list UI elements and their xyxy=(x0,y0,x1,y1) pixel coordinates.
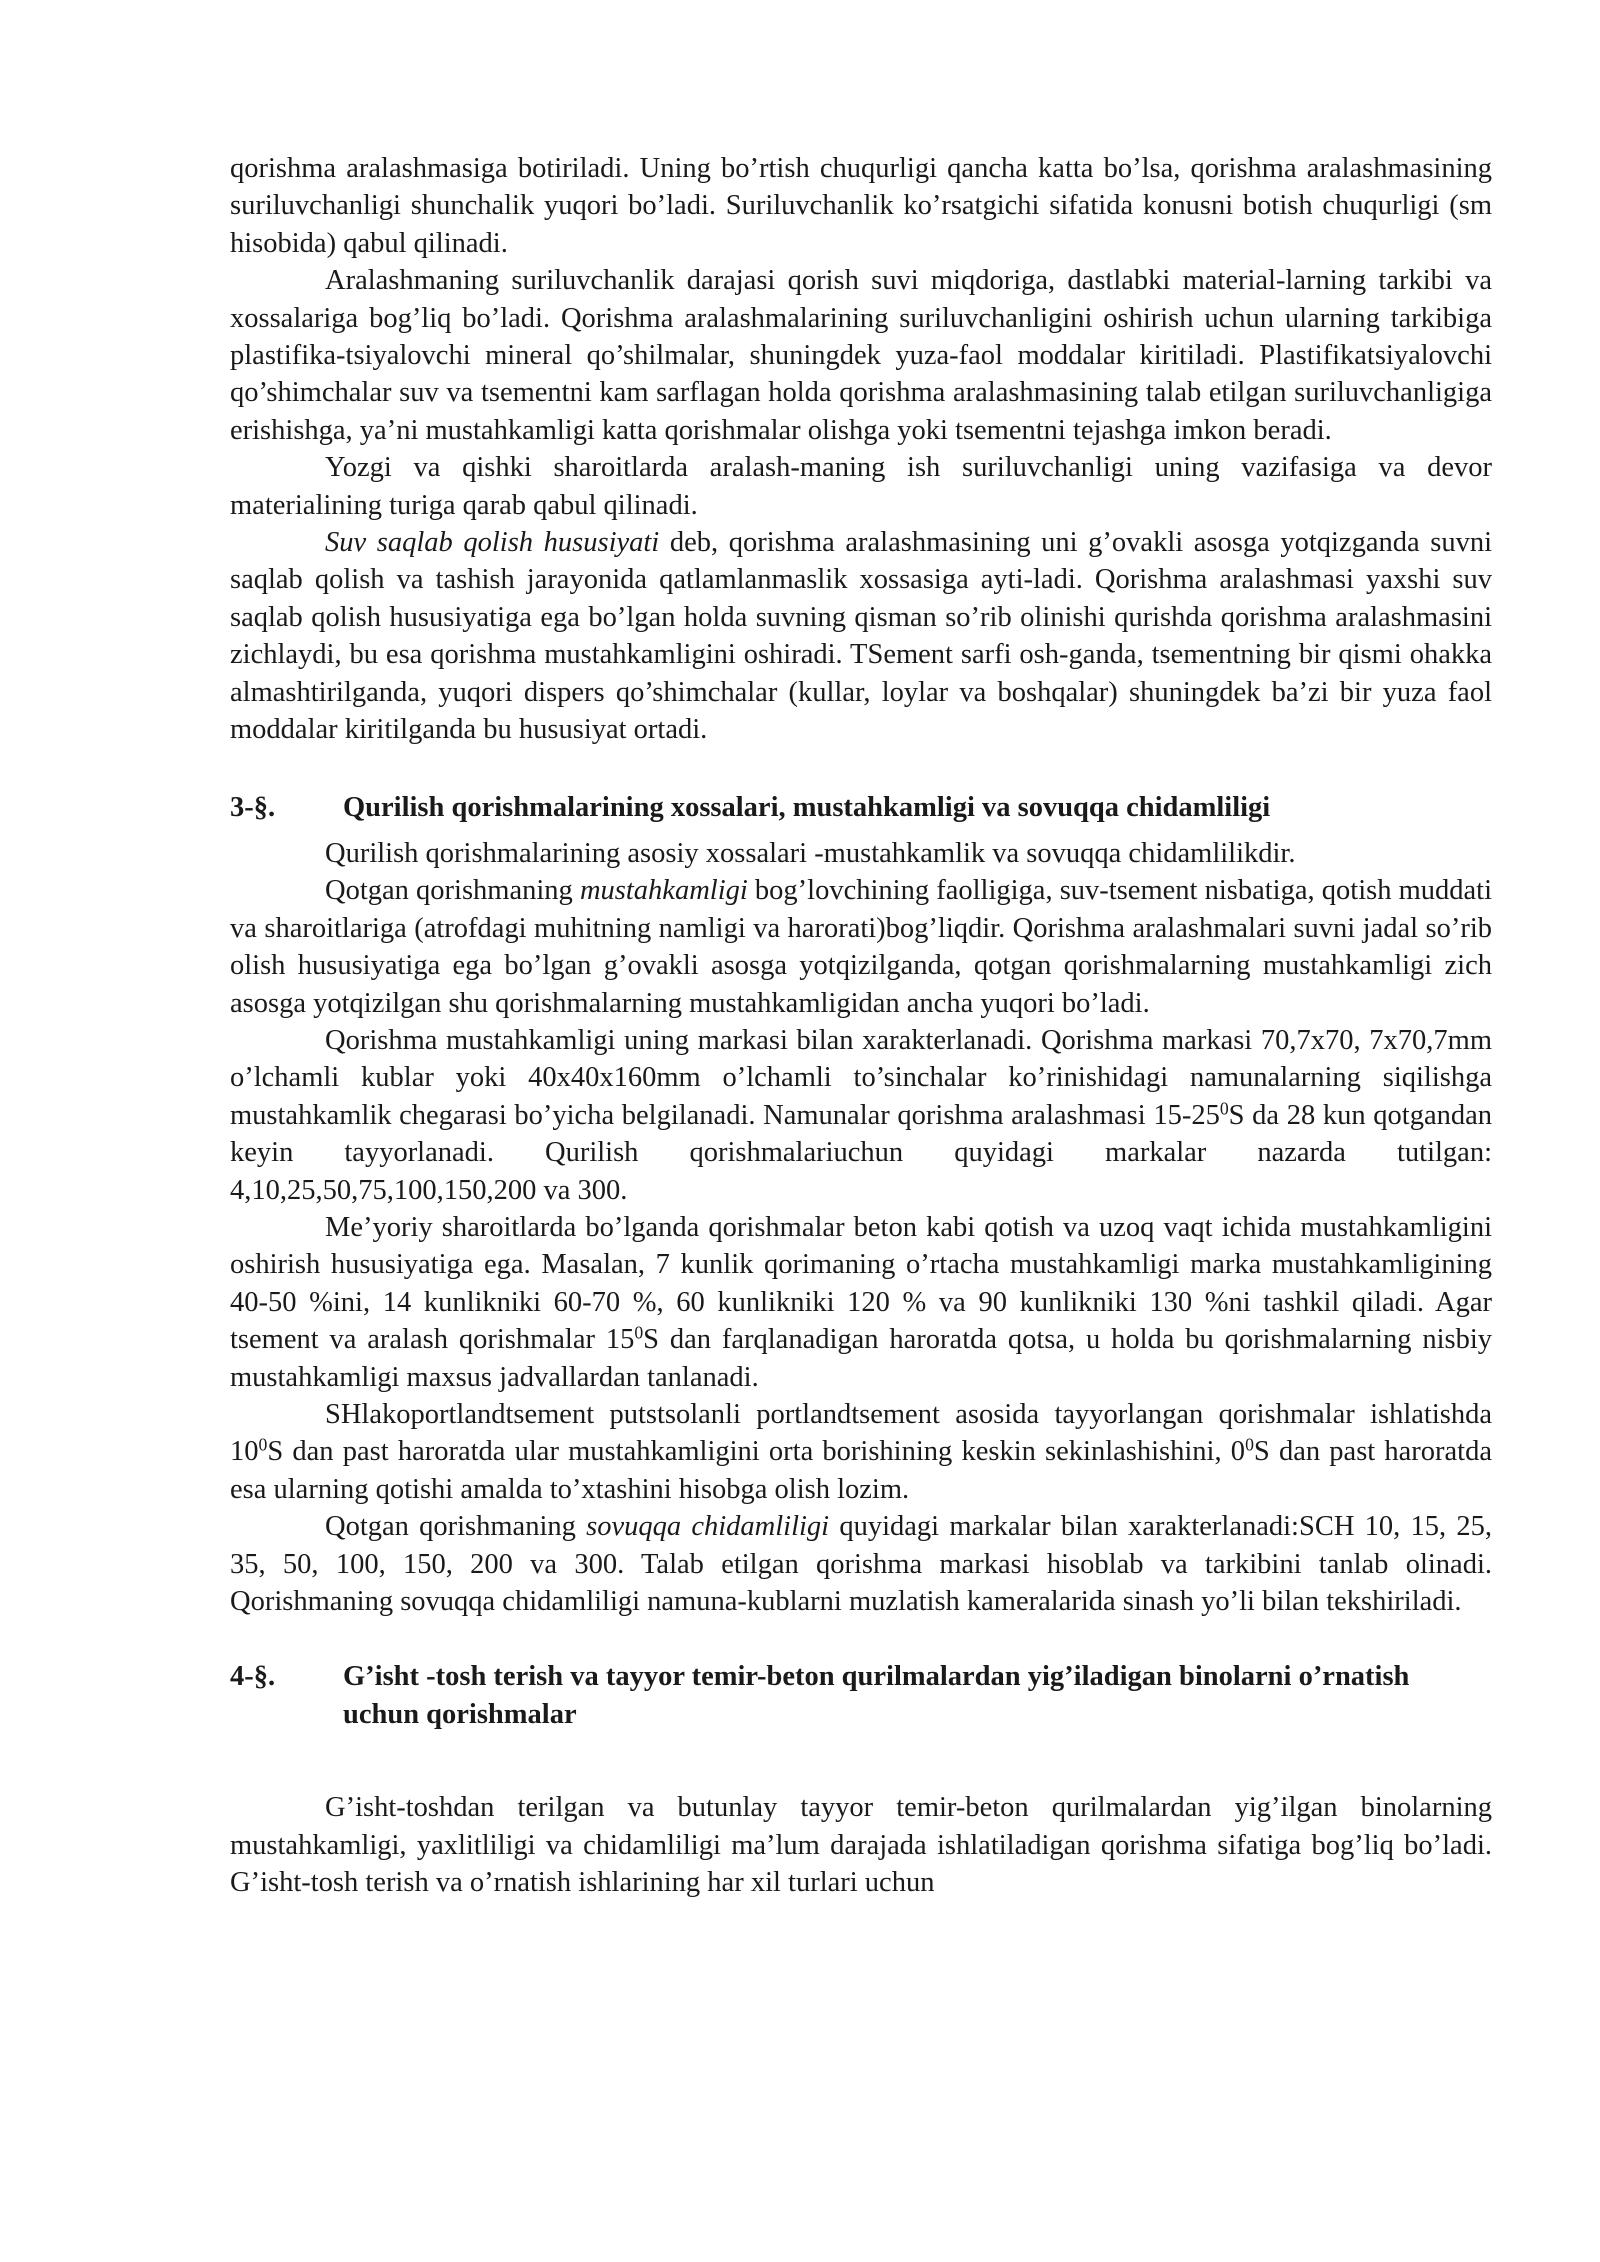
section-title: Qurilish qorishmalarining xossalari, mustahkamligi va sovuqqa chidamliligi xyxy=(343,791,1271,823)
section-heading-3 xyxy=(230,789,1492,826)
text-run: Qotgan qorishmaning xyxy=(325,875,580,907)
section-number: 3-§. xyxy=(230,791,276,823)
text-run: bog’lovchining faolligiga, suv-tsement nisbatiga, qotish muddati va sharoitlariga (atrofdagi muhitning namligi va harorati)bog’liqdir. Qorishma aralashmalari suvni jadal so’rib olish hususiyatiga ega bo’lgan g’ovakli asosga yotqizilganda, qotgan qorishmalarning mustahkamligi zich asosga yotqizilgan shu qorishmalarning mustahkamligidan ancha yuqori bo’ladi. xyxy=(230,875,1493,1019)
paragraph-workability: Aralashmaning suriluvchanlik darajasi qorish suvi miqdoriga, dastlabki material-larning tarkibi va xossalariga bog’liq bo’ladi. Qorishma aralashmalarining suriluvchanligini oshirish uchun ularning tarkibiga plastifika-tsiyalovchi mineral qo’shilmalar, shuningdek yuza-faol moddalar kiritiladi. Plastifikatsiyalovchi qo’shimchalar suv va tsementni kam sarflagan holda qorishma aralashmasining talab etilgan suriluvchanligiga erishishga, ya’ni mustahkamligi katta qorishmalar olishga yoki tsementni tejashga imkon beradi. xyxy=(230,265,1492,446)
term-strength: mustahkamligi xyxy=(579,875,748,907)
degree-superscript: 0 xyxy=(258,1434,268,1455)
section-number: 4-§. xyxy=(230,1661,276,1693)
text-run: S dan past haroratda ular mustahkamligini orta borishining keskin sekinlashishini, 0 xyxy=(267,1436,1246,1468)
paragraph-brick-masonry: G’isht-toshdan terilgan va butunlay tayyor temir-beton qurilmalardan yig’ilgan binolarning mustahkamligi, yaxlitliligi va chidamliligi ma’lum darajada ishlatiladigan qorishma sifatiga bog’liq bo’ladi. G’isht-tosh terish va o’rnatish ishlarining har xil turlari uchun xyxy=(230,1792,1492,1899)
section-title: G’isht -tosh terish va tayyor temir-beton qurilmalardan yig’iladigan binolarni o’rnatish uchun qorishmalar xyxy=(343,1661,1410,1730)
degree-superscript: 0 xyxy=(634,1322,644,1343)
text-run: Qorishma mustahkamligi uning markasi bilan xarakterlanadi. Qorishma markasi 70,7x70, 7x70,7mm o’lchamli kublar yoki 40x40x160mm o’lchamli to’sinchalar ko’rinishidagi namunalarning siqilishga mustahkamlik chegarasi bo’yicha belgilanadi. Namunalar qorishma aralashmasi 15-25 xyxy=(230,1024,1492,1131)
text-run: S da 28 kun qotgandan keyin tayyorlanadi. Qurilish qorishmalariuchun quyidagi markalar nazarda tutilgan: 4,10,25,50,75,100,150,200 va 300. xyxy=(230,1099,1492,1206)
paragraph-mark xyxy=(230,1022,1492,1209)
text-run: Me’yoriy sharoitlarda bo’lganda qorishmalar beton kabi qotish va uzoq vaqt ichida mustahkamligini oshirish hususiyatiga ega. Masalan, 7 kunlik qorimaning o’rtacha mustahkamligi marka mustahkamligining 40-50 %ini, 14 kunlikniki 60-70 %, 60 kunlikniki 120 % va 90 kunlikniki 130 %ni tashkil qiladi. Agar tsement va aralash qorishmalar 15 xyxy=(230,1211,1492,1356)
degree-superscript: 0 xyxy=(1219,1098,1229,1119)
document-page xyxy=(230,150,1492,1901)
degree-superscript: 0 xyxy=(1245,1434,1254,1455)
text-run: quyidagi markalar bilan xarakterlanadi:SCH 10, 15, 25, 35, 50, 100, 150, 200 va 300. Talab etilgan qorishma markasi hisoblab va tarkibini tanlab olinadi. Qorishmaning sovuqqa chidamliligi namuna-kublarni muzlatish kameralarida sinash yo’li bilan tekshiriladi. xyxy=(230,1511,1493,1618)
text-run: Qotgan qorishmaning xyxy=(325,1511,587,1543)
paragraph-main-properties: Qurilish qorishmalarining asosiy xossalari -mustahkamlik va sovuqqa chidamlilikdir. xyxy=(325,837,1296,869)
paragraph-strength xyxy=(230,872,1492,1022)
paragraph-slag-cement xyxy=(230,1396,1492,1508)
paragraph-normal-conditions xyxy=(230,1209,1492,1396)
text-run: S dan past haroratda esa ularning qotishi amalda to’xtashini hisobga olish lozim. xyxy=(230,1436,1492,1505)
term-frost-resistance: sovuqqa chidamliligi xyxy=(586,1511,830,1543)
term-water-retention: Suv saqlab qolish hususiyati xyxy=(325,527,660,559)
text-run: S dan farqlanadigan haroratda qotsa, u holda bu qorishmalarning nisbiy mustahkamligi maxsus jadvallardan tanlanadi. xyxy=(230,1324,1493,1393)
paragraph-seasonal: Yozgi va qishki sharoitlarda aralash-maning ish suriluvchanligi uning vazifasiga va devor materialining turiga qarab qabul qilinadi. xyxy=(230,452,1492,521)
text-run: SHlakoportlandtsement putstsolanli portlandtsement asosida tayyorlangan qorishmalar ishlatishda 10 xyxy=(230,1399,1492,1468)
paragraph-water-retention xyxy=(230,524,1492,748)
paragraph-water-retention-text: deb, qorishma aralashmasining uni g’ovakli asosga yotqizganda suvni saqlab qolish va tashish jarayonida qatlamlanmaslik xossasiga ayti-ladi. Qorishma aralashmasi yaxshi suv saqlab qolish hususiyatiga ega bo’lgan holda suvning qisman so’rib olinishi qurishda qorishma aralashmasini zichlaydi, bu esa qorishma mustahkamligini oshiradi. TSement sarfi osh-ganda, tsementning bir qismi ohakka almashtirilganda, yuqori dispers qo’shimchalar (kullar, loylar va boshqalar) shuningdek ba’zi bir yuza faol moddalar kiritilganda bu hususiyat ortadi. xyxy=(230,527,1492,746)
section-heading-4 xyxy=(230,1658,1492,1733)
paragraph-frost-resistance xyxy=(230,1508,1492,1620)
paragraph-slump: qorishma aralashmasiga botiriladi. Uning bo’rtish chuqurligi qancha katta bo’lsa, qorishma aralashmasining suriluvchanligi shunchalik yuqori bo’ladi. Suriluvchanlik ko’rsatgichi sifatida konusni botish chuqurligi (sm hisobida) qabul qilinadi. xyxy=(230,153,1492,259)
